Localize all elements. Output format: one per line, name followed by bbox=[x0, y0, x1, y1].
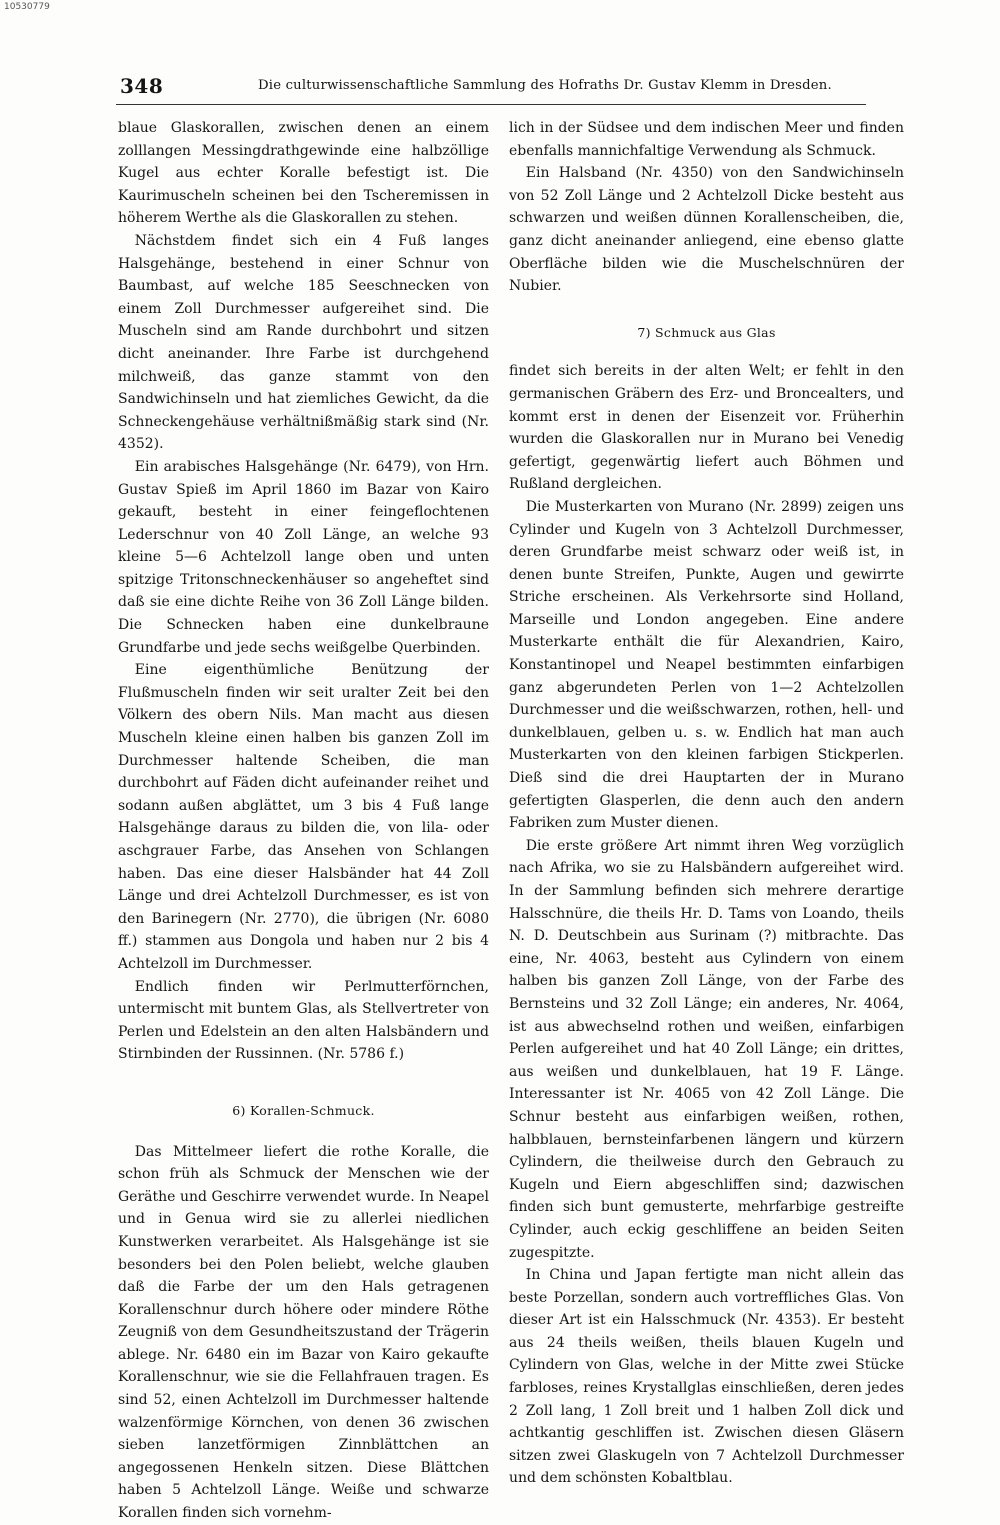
paragraph: Das Mittelmeer liefert die rothe Koralle, die schon früh als Schmuck der Menschen wie der Geräthe und Geschirre verwendet wurde. In Neapel und in Genua wird sie zu allerlei niedlichen Kunstwerken verarbeitet. Als Halsgehänge ist sie besonders bei den Polen beliebt, welche glauben daß die Farbe der um den Hals getragenen Korallenschnur durch höhere oder mindere Röthe Zeugniß von dem Gesundheitszustand der Trägerin ablege. Nr. 6480 ein im Bazar von Kairo gekaufte Korallenschnur, wie sie die Fellahfrauen tragen. Es sind 52, einen Achtelzoll im Durchmesser haltende walzenförmige Körnchen, von denen 36 zwischen sieben lanzetförmigen Zinnblättchen an angegossenen Henkeln sitzen. Diese Blättchen haben 5 Achtelzoll Länge. Weiße und schwarze Korallen finden sich vornehm- bbox=[118, 1143, 489, 1522]
right-column bbox=[509, 117, 904, 1490]
paragraph: In China und Japan fertigte man nicht allein das beste Porzellan, sondern auch vortreffliches Glas. Von dieser Art ist ein Halsschmuck (Nr. 4353). Er besteht aus 24 theils weißen, theils blauen Kugeln und Cylindern von Glas, welche in der Mitte zwei Stücke farbloses, reines Krystallglas einschließen, deren jedes 2 Zoll lang, 1 Zoll breit und 1 halben Zoll dick und achtkantig geschliffen ist. Zwischen diesen Gläsern sitzen zwei Glaskugeln von 7 Achtelzoll Durchmesser und dem schönsten Kobaltblau. bbox=[509, 1267, 904, 1487]
paragraph: blaue Glaskorallen, zwischen denen an einem zolllangen Messingdrathgewinde eine halbzöllige Kugel aus echter Koralle befestigt ist. Die Kaurimuscheln scheinen bei den Tscheremissen in höherem Werthe als die Glaskorallen zu stehen. bbox=[118, 120, 489, 227]
paragraph: Nächstdem findet sich ein 4 Fuß langes Halsgehänge, bestehend in einer Schnur von Baumbast, auf welche 185 Seeschnecken von einem Zoll Durchmesser aufgereihet sind. Die Muscheln sind am Rande durchbohrt und sitzen dicht aneinander. Ihre Farbe ist durchgehend milchweiß, das ganze stammt von den Sandwichinseln und hat ziemliches Gewicht, da die Schneckengehäuse verhältnißmäßig stark sind (Nr. 4352). bbox=[118, 232, 489, 453]
scan-id-label: 10530779 bbox=[4, 2, 50, 12]
paragraph: Ein Halsband (Nr. 4350) von den Sandwichinseln von 52 Zoll Länge und 2 Achtelzoll Dicke besteht aus schwarzen und weißen dünnen Korallenscheiben, die, ganz dicht aneinander anliegend, eine ebenso glatte Oberfläche bilden wie die Muschelschnüren der Nubier. bbox=[509, 165, 904, 295]
paragraph: Die Musterkarten von Murano (Nr. 2899) zeigen uns Cylinder und Kugeln von 3 Achtelzoll Durchmesser, deren Grundfarbe meist schwarz oder weiß ist, in denen bunte Streifen, Punkte, Augen und gewirrte Striche erscheinen. Als Verkehrsorte sind Holland, Marseille und London angegeben. Eine andere Musterkarte enthält die für Alexandrien, Kairo, Konstantinopel und Neapel bestimmten einfarbigen ganz abgerundeten Perlen von 1—2 Achtelzollen Durchmesser und die weißschwarzen, rothen, hell- und dunkelblauen, gelben u. s. w. Endlich hat man auch Musterkarten von den kleinen farbigen Stickperlen. Dieß sind die drei Hauptarten der in Murano gefertigten Glasperlen, die denn auch den andern Fabriken zum Muster dienen. bbox=[509, 498, 904, 832]
section-heading: 6) Korallen-Schmuck. bbox=[232, 1102, 375, 1118]
section-heading: 7) Schmuck aus Glas bbox=[637, 324, 776, 340]
page-number: 348 bbox=[120, 74, 164, 98]
left-column bbox=[118, 117, 489, 1525]
paragraph: lich in der Südsee und dem indischen Meer und finden ebenfalls mannichfaltige Verwendung als Schmuck. bbox=[509, 120, 904, 159]
paragraph: Eine eigenthümliche Benützung der Flußmuscheln finden wir seit uralter Zeit bei den Völkern des obern Nils. Man macht aus diesen Muscheln kleine einen halben bis ganzen Zoll im Durchmesser haltende Scheiben, die man durchbohrt auf Fäden dicht aufeinander reihet und sodann außen abglättet, um 3 bis 4 Fuß lange Halsgehänge daraus zu bilden die, von lila- oder aschgrauer Farbe, das Ansehen von Schlangen haben. Das eine dieser Halsbänder hat 44 Zoll Länge und drei Achtelzoll Durchmesser, es ist von den Barinegern (Nr. 2770), die übrigen (Nr. 6080 ff.) stammen aus Dongola und haben nur 2 bis 4 Achtelzoll im Durchmesser. bbox=[118, 662, 489, 972]
paragraph: Endlich finden wir Perlmutterförnchen, untermischt mit buntem Glas, als Stellvertreter von Perlen und Edelstein an den alten Halsbändern und Stirnbinden der Russinnen. (Nr. 5786 f.) bbox=[118, 978, 489, 1063]
running-title: Die culturwissenschaftliche Sammlung des Hofraths Dr. Gustav Klemm in Dresden. bbox=[258, 78, 832, 93]
paragraph: findet sich bereits in der alten Welt; er fehlt in den germanischen Gräbern des Erz- und Broncealters, und kommt erst in denen der Eisenzeit vor. Früherhin wurden die Glaskorallen nur in Murano bei Venedig gefertigt, gegenwärtig liefert auch Böhmen und Rußland dergleichen. bbox=[509, 363, 904, 493]
paragraph: Die erste größere Art nimmt ihren Weg vorzüglich nach Afrika, wo sie zu Halsbändern aufgereihet wird. In der Sammlung befinden sich mehrere derartige Halsschnüre, die theils Hr. D. Tams von Loando, theils N. D. Deutschbein aus Surinam (?) mitbrachte. Das eine, Nr. 4063, besteht aus Cylindern von einem halben bis ganzen Zoll Länge, von der Farbe des Bernsteins und 32 Zoll Länge; ein anderes, Nr. 4064, ist aus abwechselnd rothen und weißen, einfarbigen Perlen aufgereihet und hat 40 Zoll Länge; ein drittes, aus weißen und dunkelblauen, hat 19 F. Länge. Interessanter ist Nr. 4065 von 42 Zoll Länge. Die Schnur besteht aus einfarbigen weißen, rothen, halbblauen, bernsteinfarbenen längern und kürzern Cylindern, die theilweise durch den Gebrauch zu Kugeln und Eiern abgeschliffen sind; dazwischen finden sich bunt gemusterte, mehrfarbige gestreifte Cylinder, auch eckig geschliffene an beiden Seiten zugespitzte. bbox=[509, 837, 904, 1261]
paragraph: Ein arabisches Halsgehänge (Nr. 6479), von Hrn. Gustav Spieß im April 1860 im Bazar von Kairo gekauft, besteht in einer feingeflochtenen Lederschnur von 40 Zoll Länge, an welche 93 kleine 5—6 Achtelzoll lange oben und unten spitzige Tritonschneckenhäuser so angeheftet sind daß sie eine dichte Reihe von 36 Zoll Länge bilden. Die Schnecken haben eine dunkelbraune Grundfarbe und jede sechs weißgelbe Querbinden. bbox=[118, 458, 489, 656]
header-rule bbox=[116, 104, 866, 105]
